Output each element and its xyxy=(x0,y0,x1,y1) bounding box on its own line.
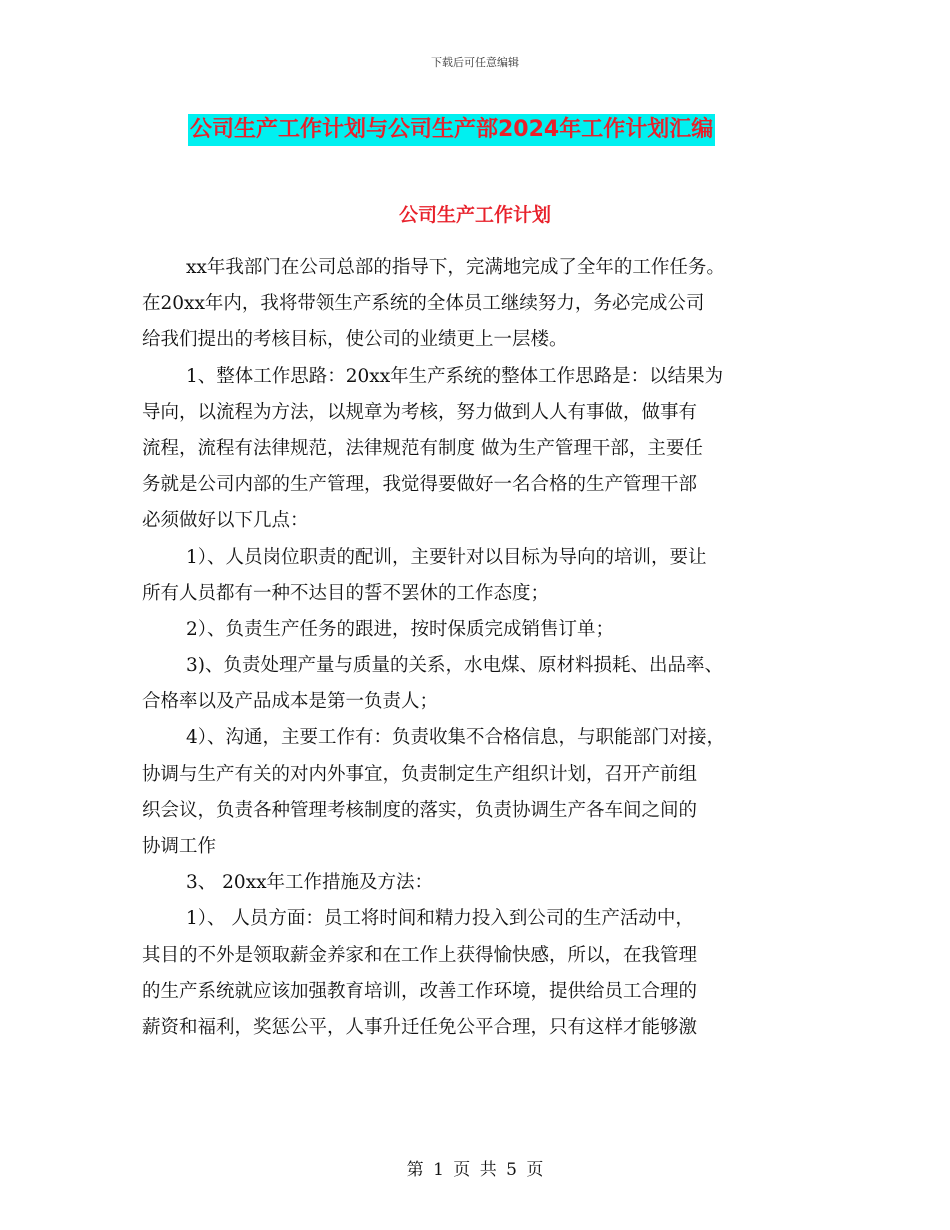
body-line: 的生产系统就应该加强教育培训，改善工作环境，提供给员工合理的 xyxy=(142,980,698,1002)
body-line: 协调与生产有关的对内外事宜，负责制定生产组织计划，召开产前组 xyxy=(142,763,698,785)
body-line: 务就是公司内部的生产管理，我觉得要做好一名合格的生产管理干部 xyxy=(142,474,698,496)
body-line: 所有人员都有一种不达目的誓不罢休的工作态度； xyxy=(142,582,550,604)
body-line: 给我们提出的考核目标，使公司的业绩更上一层楼。 xyxy=(142,329,568,351)
body-line: 必须做好以下几点： xyxy=(142,510,309,532)
body-line: 2）、负责生产任务的跟进，按时保质完成销售订单； xyxy=(186,618,615,640)
body-line: 织会议，负责各种管理考核制度的落实，负责协调生产各车间之间的 xyxy=(142,799,698,821)
body-line: 其目的不外是领取薪金养家和在工作上获得愉快感，所以，在我管理 xyxy=(142,944,698,966)
body-line: 3、 20xx年工作措施及方法： xyxy=(186,872,434,894)
body-line: 3)、负责处理产量与质量的关系，水电煤、原材料损耗、出品率、 xyxy=(186,655,723,677)
body-line: 薪资和福利，奖惩公平，人事升迁任免公平合理，只有这样才能够激 xyxy=(142,1016,698,1038)
header-note: 下载后可任意编辑 xyxy=(431,56,519,69)
body-line: 1）、人员岗位职责的配训，主要针对以目标为导向的培训，要让 xyxy=(186,546,707,568)
body-line: 合格率以及产品成本是第一负责人； xyxy=(142,691,439,713)
section-title: 公司生产工作计划 xyxy=(398,204,551,226)
body-line: 1）、 人员方面：员工将时间和精力投入到公司的生产活动中， xyxy=(186,908,694,930)
body-line: 4）、沟通，主要工作有：负责收集不合格信息，与职能部门对接， xyxy=(186,727,726,749)
body-line: 1、整体工作思路：20xx年生产系统的整体工作思路是：以结果为 xyxy=(186,365,724,387)
page-footer: 第 1 页 共 5 页 xyxy=(406,1160,544,1180)
body-line: 导向，以流程为方法，以规章为考核，努力做到人人有事做，做事有 xyxy=(142,401,698,423)
body-line: xx年我部门在公司总部的指导下，完满地完成了全年的工作任务。 xyxy=(186,257,725,278)
body-line: 协调工作 xyxy=(142,836,217,857)
document-title: 公司生产工作计划与公司生产部2024年工作计划汇编 xyxy=(188,114,715,146)
body-line: 流程，流程有法律规范，法律规范有制度 做为生产管理干部，主要任 xyxy=(142,437,703,459)
body-text xyxy=(142,250,822,1046)
body-line: 在20xx年内，我将带领生产系统的全体员工继续努力，务必完成公司 xyxy=(142,293,705,315)
